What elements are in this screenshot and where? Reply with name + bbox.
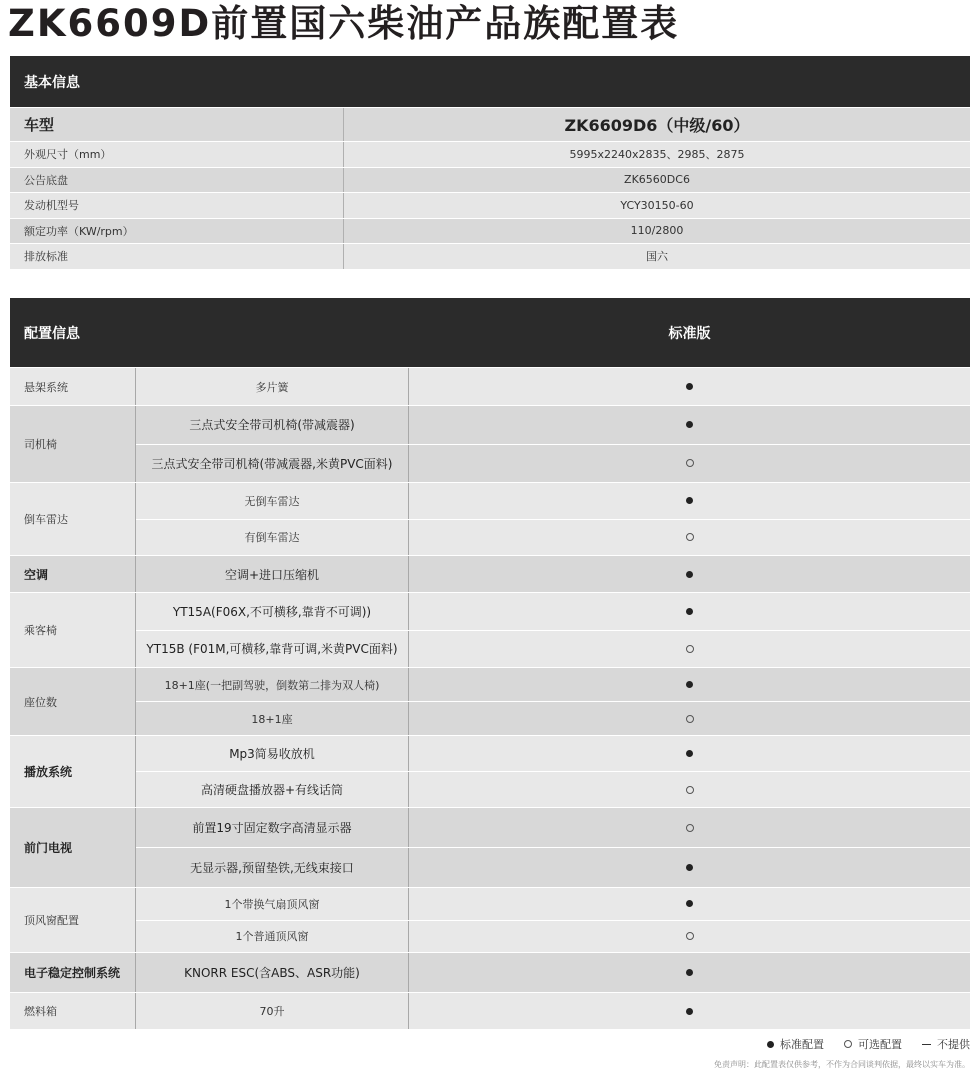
- basic-info-table: [10, 56, 970, 269]
- basic-row-label: 公告底盘: [10, 168, 344, 193]
- filled-dot-icon: [686, 497, 693, 504]
- config-header: [10, 298, 970, 367]
- basic-row: [10, 167, 970, 193]
- model-label: 车型: [10, 108, 344, 141]
- filled-dot-icon: [686, 969, 693, 976]
- config-group: [10, 952, 970, 992]
- basic-row-value: 110/2800: [630, 224, 684, 238]
- config-items: [136, 953, 970, 992]
- config-category: 倒车雷达: [10, 483, 136, 555]
- config-item-row: [136, 736, 970, 771]
- config-option: 前置19寸固定数字高清显示器: [136, 808, 409, 847]
- config-mark: [409, 953, 970, 992]
- config-option: 有倒车雷达: [136, 520, 409, 556]
- hollow-circle-icon: [686, 459, 694, 467]
- config-category: 乘客椅: [10, 593, 136, 667]
- config-item-row: [136, 993, 970, 1029]
- config-mark: [409, 368, 970, 405]
- config-category: 顶风窗配置: [10, 888, 136, 952]
- config-item-row: [136, 771, 970, 807]
- config-items: [136, 993, 970, 1029]
- config-group: [10, 482, 970, 555]
- config-mark: [409, 593, 970, 630]
- config-option: 18+1座(一把副驾驶，倒数第二排为双人椅): [136, 668, 409, 701]
- legend-standard: [767, 1036, 824, 1052]
- legend-optional: [844, 1036, 902, 1052]
- basic-row-value: 5995x2240x2835、2985、2875: [569, 148, 745, 162]
- config-items: [136, 368, 970, 405]
- config-option: 高清硬盘播放器+有线话筒: [136, 772, 409, 807]
- basic-row-value: ZK6560DC6: [624, 173, 690, 187]
- config-items: [136, 556, 970, 592]
- basic-row-label: 发动机型号: [10, 193, 344, 218]
- basic-row: [10, 218, 970, 244]
- config-group: [10, 735, 970, 807]
- basic-row: [10, 243, 970, 269]
- config-mark: [409, 808, 970, 847]
- config-item-row: [136, 953, 970, 992]
- filled-dot-icon: [686, 750, 693, 757]
- config-header-label: 配置信息: [24, 325, 80, 342]
- config-items: [136, 668, 970, 735]
- config-group: [10, 592, 970, 667]
- config-mark: [409, 736, 970, 771]
- config-option: 多片簧: [136, 368, 409, 405]
- legend-standard-label: 标准配置: [780, 1038, 824, 1051]
- config-mark: [409, 520, 970, 556]
- config-items: [136, 808, 970, 887]
- config-mark: [409, 772, 970, 807]
- basic-row: [10, 141, 970, 167]
- config-item-row: [136, 630, 970, 668]
- config-category: 悬架系统: [10, 368, 136, 405]
- config-item-row: [136, 406, 970, 444]
- config-group: [10, 367, 970, 405]
- config-category: 前门电视: [10, 808, 136, 887]
- legend: [767, 1036, 970, 1052]
- config-item-row: [136, 593, 970, 630]
- filled-dot-icon: [686, 1008, 693, 1015]
- config-option: 三点式安全带司机椅(带减震器,米黄PVC面料): [136, 445, 409, 483]
- basic-row-label: 额定功率（KW/rpm）: [10, 219, 344, 244]
- config-group: [10, 555, 970, 592]
- model-row: [10, 107, 970, 141]
- config-item-row: [136, 368, 970, 405]
- basic-row-label: 外观尺寸（mm）: [10, 142, 344, 167]
- config-category: 座位数: [10, 668, 136, 735]
- filled-dot-icon: [686, 421, 693, 428]
- config-mark: [409, 631, 970, 668]
- hollow-circle-icon: [686, 645, 694, 653]
- config-item-row: [136, 519, 970, 556]
- config-items: [136, 406, 970, 482]
- page-title: ZK6609D前置国六柴油产品族配置表: [8, 2, 680, 45]
- config-option: Mp3简易收放机: [136, 736, 409, 771]
- config-items: [136, 888, 970, 952]
- filled-dot-icon: [767, 1041, 774, 1048]
- basic-info-header: 基本信息: [10, 56, 970, 107]
- config-category: 燃料箱: [10, 993, 136, 1029]
- hollow-circle-icon: [686, 786, 694, 794]
- hollow-circle-icon: [686, 533, 694, 541]
- filled-dot-icon: [686, 681, 693, 688]
- config-category: 司机椅: [10, 406, 136, 482]
- config-group: [10, 405, 970, 482]
- basic-row-label: 排放标准: [10, 244, 344, 269]
- filled-dot-icon: [686, 383, 693, 390]
- legend-not-provided: [922, 1036, 970, 1052]
- hollow-circle-icon: [686, 824, 694, 832]
- disclaimer: 免责声明：此配置表仅供参考，不作为合同谈判依据，最终以实车为准。: [714, 1060, 970, 1069]
- basic-row: [10, 192, 970, 218]
- config-item-row: [136, 847, 970, 887]
- config-mark: [409, 702, 970, 735]
- config-item-row: [136, 668, 970, 701]
- config-mark: [409, 848, 970, 887]
- config-option: 1个带换气扇顶风窗: [136, 888, 409, 920]
- config-option: 三点式安全带司机椅(带减震器): [136, 406, 409, 444]
- config-category: 电子稳定控制系统: [10, 953, 136, 992]
- config-body: [10, 367, 970, 1029]
- filled-dot-icon: [686, 608, 693, 615]
- config-group: [10, 807, 970, 887]
- config-option: YT15B (F01M,可横移,靠背可调,米黄PVC面料): [136, 631, 409, 668]
- config-mark: [409, 993, 970, 1029]
- config-option: 无倒车雷达: [136, 483, 409, 519]
- config-option: YT15A(F06X,不可横移,靠背不可调)): [136, 593, 409, 630]
- hollow-circle-icon: [686, 715, 694, 723]
- hollow-circle-icon: [844, 1040, 852, 1048]
- basic-row-value: YCY30150-60: [620, 198, 694, 212]
- config-items: [136, 736, 970, 807]
- config-item-row: [136, 888, 970, 920]
- config-items: [136, 483, 970, 555]
- filled-dot-icon: [686, 864, 693, 871]
- config-item-row: [136, 444, 970, 483]
- hollow-circle-icon: [686, 932, 694, 940]
- legend-optional-label: 可选配置: [858, 1038, 902, 1051]
- config-mark: [409, 556, 970, 592]
- config-category: 播放系统: [10, 736, 136, 807]
- model-value: ZK6609D6（中级/60）: [564, 116, 750, 135]
- config-header-version: 标准版: [668, 325, 711, 342]
- config-option: KNORR ESC(含ABS、ASR功能): [136, 953, 409, 992]
- filled-dot-icon: [686, 571, 693, 578]
- config-option: 1个普通顶风窗: [136, 921, 409, 953]
- config-category: 空调: [10, 556, 136, 592]
- config-item-row: [136, 483, 970, 519]
- config-group: [10, 992, 970, 1029]
- config-items: [136, 593, 970, 667]
- config-group: [10, 887, 970, 952]
- config-mark: [409, 668, 970, 701]
- config-group: [10, 667, 970, 735]
- filled-dot-icon: [686, 900, 693, 907]
- legend-not-provided-label: 不提供: [937, 1038, 970, 1051]
- dash-icon: [922, 1044, 931, 1045]
- config-item-row: [136, 556, 970, 592]
- config-item-row: [136, 808, 970, 847]
- config-table: [10, 298, 970, 1029]
- config-option: 空调+进口压缩机: [136, 556, 409, 592]
- basic-row-value: 国六: [646, 250, 668, 264]
- config-option: 无显示器,预留垫铁,无线束接口: [136, 848, 409, 887]
- config-mark: [409, 406, 970, 444]
- config-mark: [409, 888, 970, 920]
- config-option: 70升: [136, 993, 409, 1029]
- config-mark: [409, 445, 970, 483]
- config-item-row: [136, 701, 970, 735]
- config-item-row: [136, 920, 970, 953]
- config-mark: [409, 921, 970, 953]
- config-mark: [409, 483, 970, 519]
- config-option: 18+1座: [136, 702, 409, 735]
